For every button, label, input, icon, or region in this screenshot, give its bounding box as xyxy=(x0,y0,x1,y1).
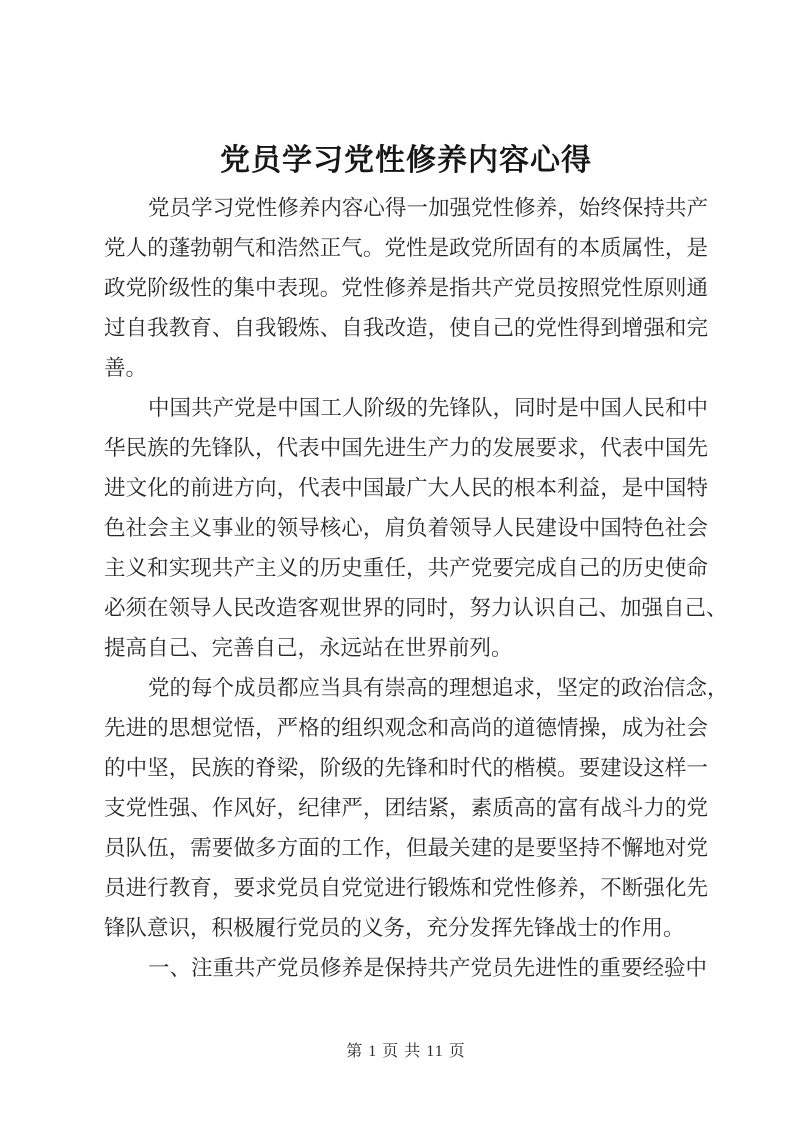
paragraph-line: 主义和实现共产主义的历史重任，共产党要完成自己的历史使命 xyxy=(104,556,708,580)
paragraph-line: 锋队意识，积极履行党员的义务，充分发挥先锋战士的作用。 xyxy=(104,916,685,940)
paragraph-line: 进文化的前进方向，代表中国最广大人民的根本利益，是中国特 xyxy=(104,476,708,500)
paragraph-line: 党人的蓬勃朝气和浩然正气。党性是政党所固有的本质属性，是 xyxy=(104,236,708,260)
paragraph-line: 的中坚，民族的脊梁，阶级的先锋和时代的楷模。要建设这样一 xyxy=(104,756,708,780)
paragraph-line: 员进行教育，要求党员自党觉进行锻炼和党性修养，不断强化先 xyxy=(104,876,708,900)
paragraph-line: 必须在领导人民改造客观世界的同时，努力认识自己、加强自己、 xyxy=(104,596,728,620)
page-number-text: 第 1 页 共 11 页 xyxy=(346,1043,466,1060)
paragraph-line: 提高自己、完善自己，永远站在世界前列。 xyxy=(104,636,513,660)
paragraph-line: 色社会主义事业的领导核心，肩负着领导人民建设中国特色社会 xyxy=(104,516,708,540)
paragraph-line: 支党性强、作风好，纪律严，团结紧，素质高的富有战斗力的党 xyxy=(104,796,708,820)
paragraph-line: 过自我教育、自我锻炼、自我改造，使自己的党性得到增强和完 xyxy=(104,316,708,340)
paragraph-line: 华民族的先锋队，代表中国先进生产力的发展要求，代表中国先 xyxy=(104,436,708,460)
document-body xyxy=(104,188,729,988)
paragraph-line: 一、注重共产党员修养是保持共产党员先进性的重要经验中 xyxy=(148,956,708,980)
paragraph-line: 中国共产党是中国工人阶级的先锋队，同时是中国人民和中 xyxy=(148,396,708,420)
paragraph-line: 善。 xyxy=(104,356,148,380)
paragraph-line: 先进的思想觉悟，严格的组织观念和高尚的道德情操，成为社会 xyxy=(104,716,708,740)
paragraph-line: 党的每个成员都应当具有崇高的理想追求，坚定的政治信念， xyxy=(148,676,729,700)
paragraph-line: 员队伍，需要做多方面的工作，但最关建的是要坚持不懈地对党 xyxy=(104,836,708,860)
paragraph-line: 政党阶级性的集中表现。党性修养是指共产党员按照党性原则通 xyxy=(104,276,708,300)
paragraph-line: 党员学习党性修养内容心得一加强党性修养，始终保持共产 xyxy=(148,196,708,220)
document-title: 党员学习党性修养内容心得 xyxy=(220,144,592,177)
page-footer xyxy=(104,1041,708,1063)
